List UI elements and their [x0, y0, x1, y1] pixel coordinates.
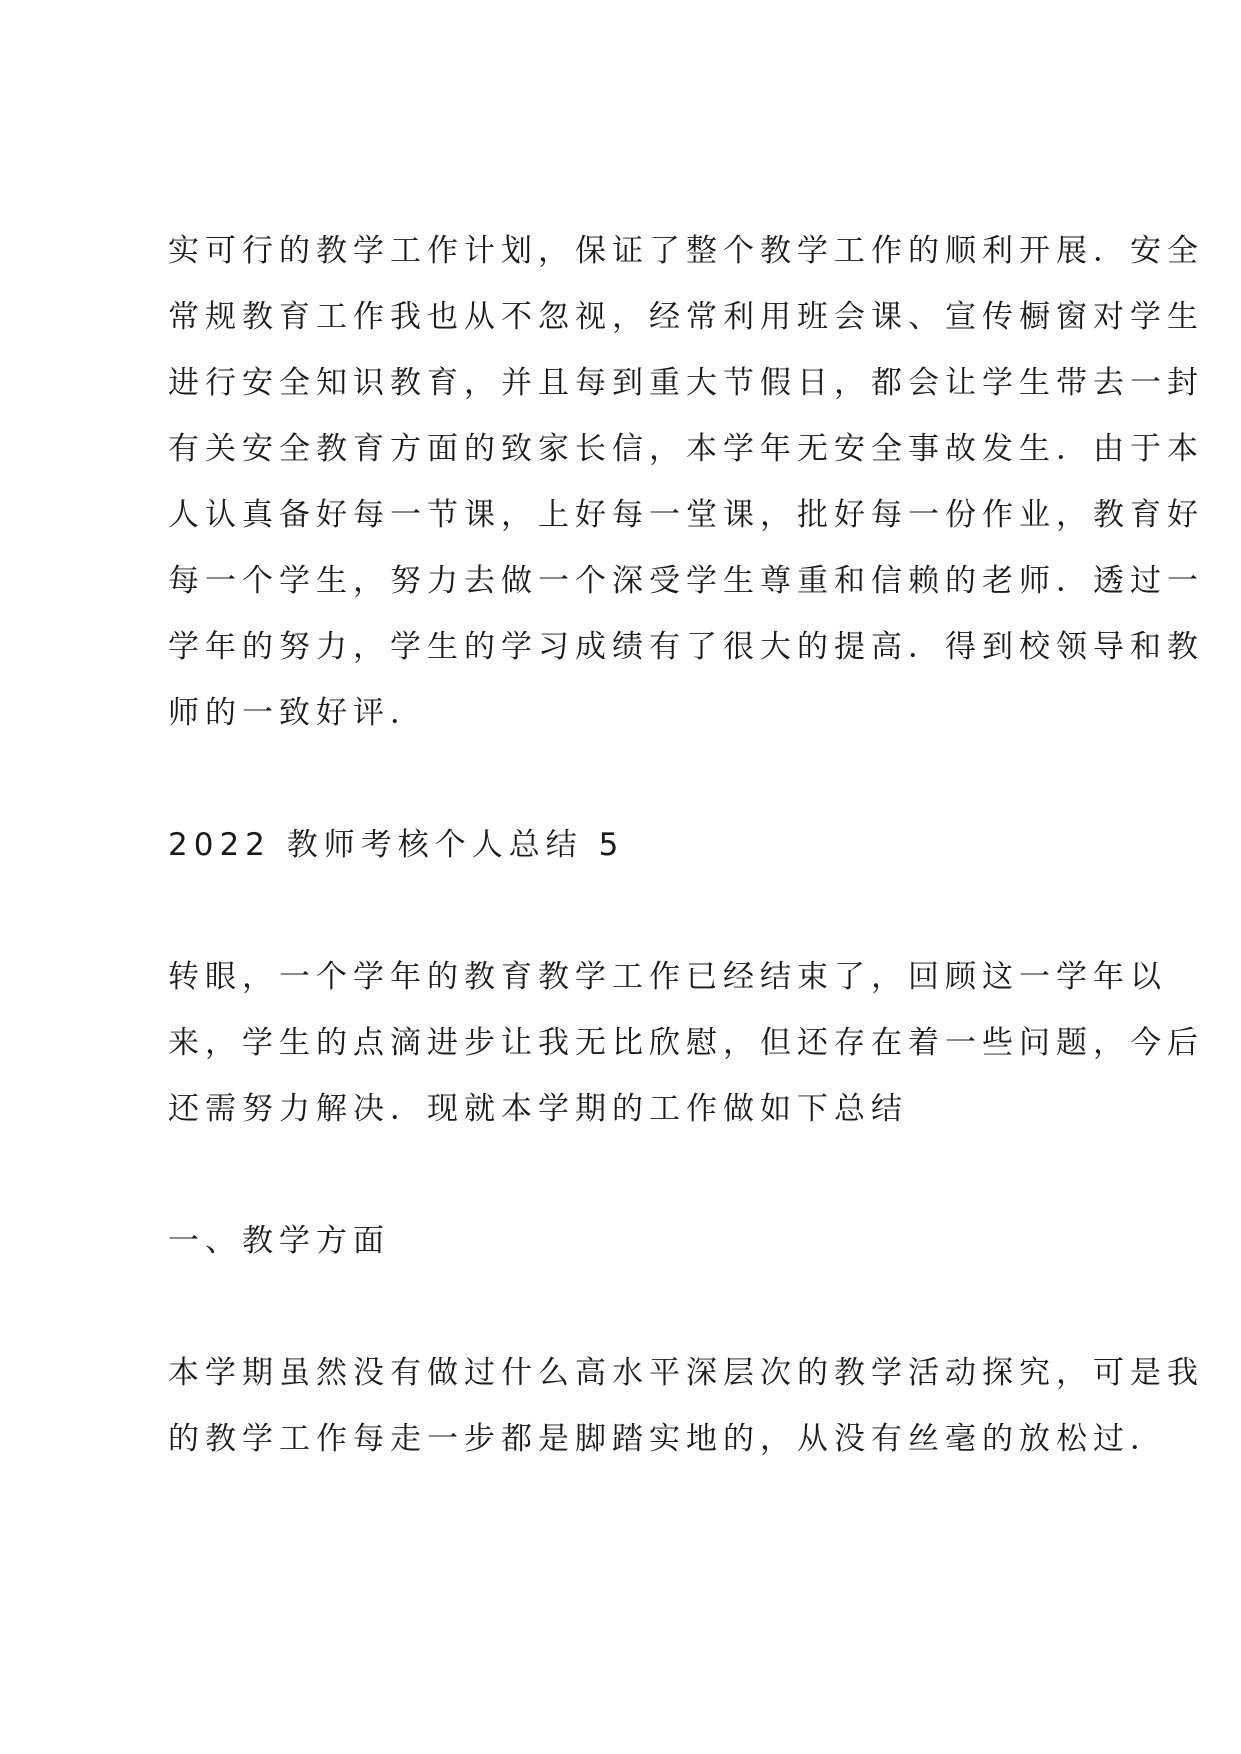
paragraph-spacer	[168, 1142, 1092, 1208]
paragraph-line: 进行安全知识教育，并且每到重大节假日，都会让学生带去一封	[168, 365, 1204, 401]
section-heading	[168, 812, 1092, 878]
paragraph-line: 常规教育工作我也从不忽视，经常利用班会课、宣传橱窗对学生	[168, 299, 1204, 335]
subsection-heading	[168, 1208, 1092, 1274]
paragraph-line: 本学期虽然没有做过什么高水平深层次的教学活动探究，可是我	[168, 1355, 1204, 1391]
paragraph-teaching-safety	[168, 218, 1204, 746]
paragraph-line: 来，学生的点滴进步让我无比欣慰，但还存在着一些问题，今后	[168, 1025, 1204, 1061]
document-body	[168, 218, 1204, 1472]
paragraph-line: 学年的努力，学生的学习成绩有了很大的提高．得到校领导和教	[168, 629, 1204, 665]
paragraph-line: 人认真备好每一节课，上好每一堂课，批好每一份作业，教育好	[168, 497, 1204, 533]
paragraph-teaching	[168, 1340, 1204, 1472]
paragraph-line: 有关安全教育方面的致家长信，本学年无安全事故发生．由于本	[168, 431, 1204, 467]
paragraph-spacer	[168, 1274, 1092, 1340]
heading-text: 2022 教师考核个人总结 5	[168, 827, 625, 863]
paragraph-spacer	[168, 746, 1092, 812]
paragraph-line: 师的一致好评．	[168, 695, 427, 731]
heading-text: 一、教学方面	[168, 1223, 390, 1259]
paragraph-line: 还需努力解决．现就本学期的工作做如下总结	[168, 1091, 908, 1127]
paragraph-line: 每一个学生，努力去做一个深受学生尊重和信赖的老师．透过一	[168, 563, 1204, 599]
paragraph-spacer	[168, 878, 1092, 944]
paragraph-intro	[168, 944, 1204, 1142]
paragraph-line: 实可行的教学工作计划，保证了整个教学工作的顺利开展．安全	[168, 233, 1204, 269]
paragraph-line: 转眼，一个学年的教育教学工作已经结束了，回顾这一学年以	[168, 959, 1167, 995]
paragraph-line: 的教学工作每走一步都是脚踏实地的，从没有丝毫的放松过．	[168, 1421, 1167, 1457]
